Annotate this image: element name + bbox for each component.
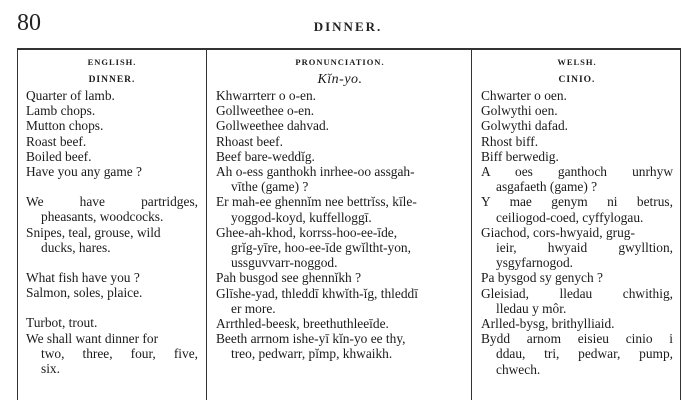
phrase-line: Beef bare-weddĭg. [216,148,315,164]
phrase-line: Chwarter o oen. [481,88,567,103]
row-2 [216,118,464,133]
phrase-line: Lamb chops. [26,103,96,119]
phrase-line: Quarter of lamb. [26,88,115,103]
phrase-line: chwech. [496,361,541,377]
row-11 [26,331,198,377]
welsh-header: WELSH. [557,57,597,67]
row-2 [481,118,673,133]
phrase-line: Pah busgod see ghennĭkh ? [216,270,362,286]
row-6 [26,194,198,224]
row-7 [216,225,464,271]
phrase-line: lledau y môr. [496,300,567,316]
phrase-line: Golwythi dafad. [481,118,569,134]
phrase-line: ussguvvarr-noggod. [231,255,338,271]
row-9 [26,285,198,315]
phrase-line: Salmon, soles, plaice. [26,285,143,301]
phrase-line: Roast beef. [26,133,87,149]
row-3 [216,134,464,149]
row-10 [26,315,198,330]
phrase-line: Rhost biff. [481,133,539,149]
phrase-line: yoggod-koyd, kuffelloggī. [231,209,372,225]
row-7 [481,225,673,271]
phrase-line: What fish have you ? [26,270,140,286]
english-header: ENGLISH. [87,57,137,67]
page-number: 80 [17,10,41,36]
row-5 [26,164,198,194]
english-subheader: DINNER. [88,75,136,85]
row-1 [216,103,464,118]
row-3 [481,134,673,149]
column-divider-2 [471,48,472,400]
phrase-line: Gollweethee dahvad. [216,118,330,134]
phrase-line: Golwythi oen. [481,103,558,119]
phrase-line: pheasants, woodcocks. [41,209,164,225]
phrase-line: er more. [231,300,276,316]
row-5 [481,164,673,194]
phrase-line: Y mae genym ni betrus, [481,194,673,210]
column-divider-1 [206,48,207,400]
pronunciation-header: PRONUNCIATION. [295,57,385,67]
row-9 [481,286,673,316]
row-8 [216,270,464,285]
phrase-line: Glīshe-yad, thleddī khwĭth-ĭg, thleddī [216,285,418,301]
row-8 [481,270,673,285]
phrase-line: Beeth arrnom ishe-yī kĭn-yo ee thy, [216,331,406,347]
phrase-line: Turbot, trout. [26,315,98,331]
phrase-line: vīthe (game) ? [231,179,309,195]
phrase-line: Ghee-ah-khod, korrss-hoo-ee-īde, [216,224,398,240]
phrase-line: Er mah-ee ghennĭm nee bettrĭss, kīle- [216,194,417,210]
phrase-line: Gleisiad, lledau chwithig, [481,285,673,301]
phrase-line: Ah o-ess ganthokh inrhee-oo assgah- [216,164,415,180]
row-10 [481,316,673,331]
phrase-line: ieir, hwyaid gwylltion, [496,240,673,256]
table-left-border [17,48,18,400]
phrase-line: ysgyfarnogod. [496,255,573,271]
row-8 [26,270,198,285]
row-4 [216,149,464,164]
phrase-line: Boiled beef. [26,148,92,164]
row-10 [216,316,464,331]
pronunciation-subheader: Kĭn-yo. [317,72,363,87]
phrase-line: treo, pedwarr, pĭmp, khwaikh. [231,346,393,362]
row-6 [481,194,673,224]
row-7 [26,225,198,270]
row-3 [26,134,198,149]
phrase-line: Bydd arnom eisieu cinio i [481,331,673,347]
row-6 [216,194,464,224]
phrase-line: Mutton chops. [26,118,104,134]
phrase-line: Giachod, cors-hwyaid, grug- [481,224,635,240]
row-2 [26,118,198,133]
phrase-line: ceiliogod-coed, cyffylogau. [496,209,644,225]
row-0 [216,88,464,103]
row-11 [481,331,673,377]
phrase-line: We have partridges, [26,194,198,210]
phrase-line: ducks, hares. [41,239,111,255]
row-1 [26,103,198,118]
phrase-line: Biff berwedig. [481,148,559,164]
phrase-line: six. [41,361,60,377]
phrase-line: We shall want dinner for [26,330,159,346]
row-0 [481,88,673,103]
welsh-subheader: CINIO. [558,75,596,85]
table-right-border [680,48,681,400]
running-head: DINNER. [313,19,383,34]
row-9 [216,286,464,316]
phrase-line: Gollweethee o-en. [216,103,315,119]
phrase-line: asgafaeth (game) ? [496,179,598,195]
phrase-line: Khwarrterr o o-en. [216,88,317,103]
row-11 [216,331,464,361]
phrase-line: Arrthled-beesk, breethuthleeīde. [216,316,389,332]
welsh-column [481,56,673,377]
row-4 [481,149,673,164]
phrase-line: Rhoast beef. [216,133,283,149]
phrase-line: Snipes, teal, grouse, wild [26,224,161,240]
row-0 [26,88,198,103]
row-5 [216,164,464,194]
row-1 [481,103,673,118]
phrase-line: Pa bysgod sy genych ? [481,270,603,286]
phrase-line: two, three, four, five, [41,345,198,361]
phrase-line: Arlled-bysg, brithylliaid. [481,316,615,332]
row-4 [26,149,198,164]
phrase-line: Have you any game ? [26,164,143,180]
phrase-line: A oes ganthoch unrhyw [481,164,673,180]
phrase-line: ddau, tri, pedwar, pump, [496,346,673,362]
phrase-line: grĭg-yīre, hoo-ee-īde gwĭltht-yon, [231,240,411,256]
english-column [26,56,198,376]
pronunciation-column [216,56,464,362]
